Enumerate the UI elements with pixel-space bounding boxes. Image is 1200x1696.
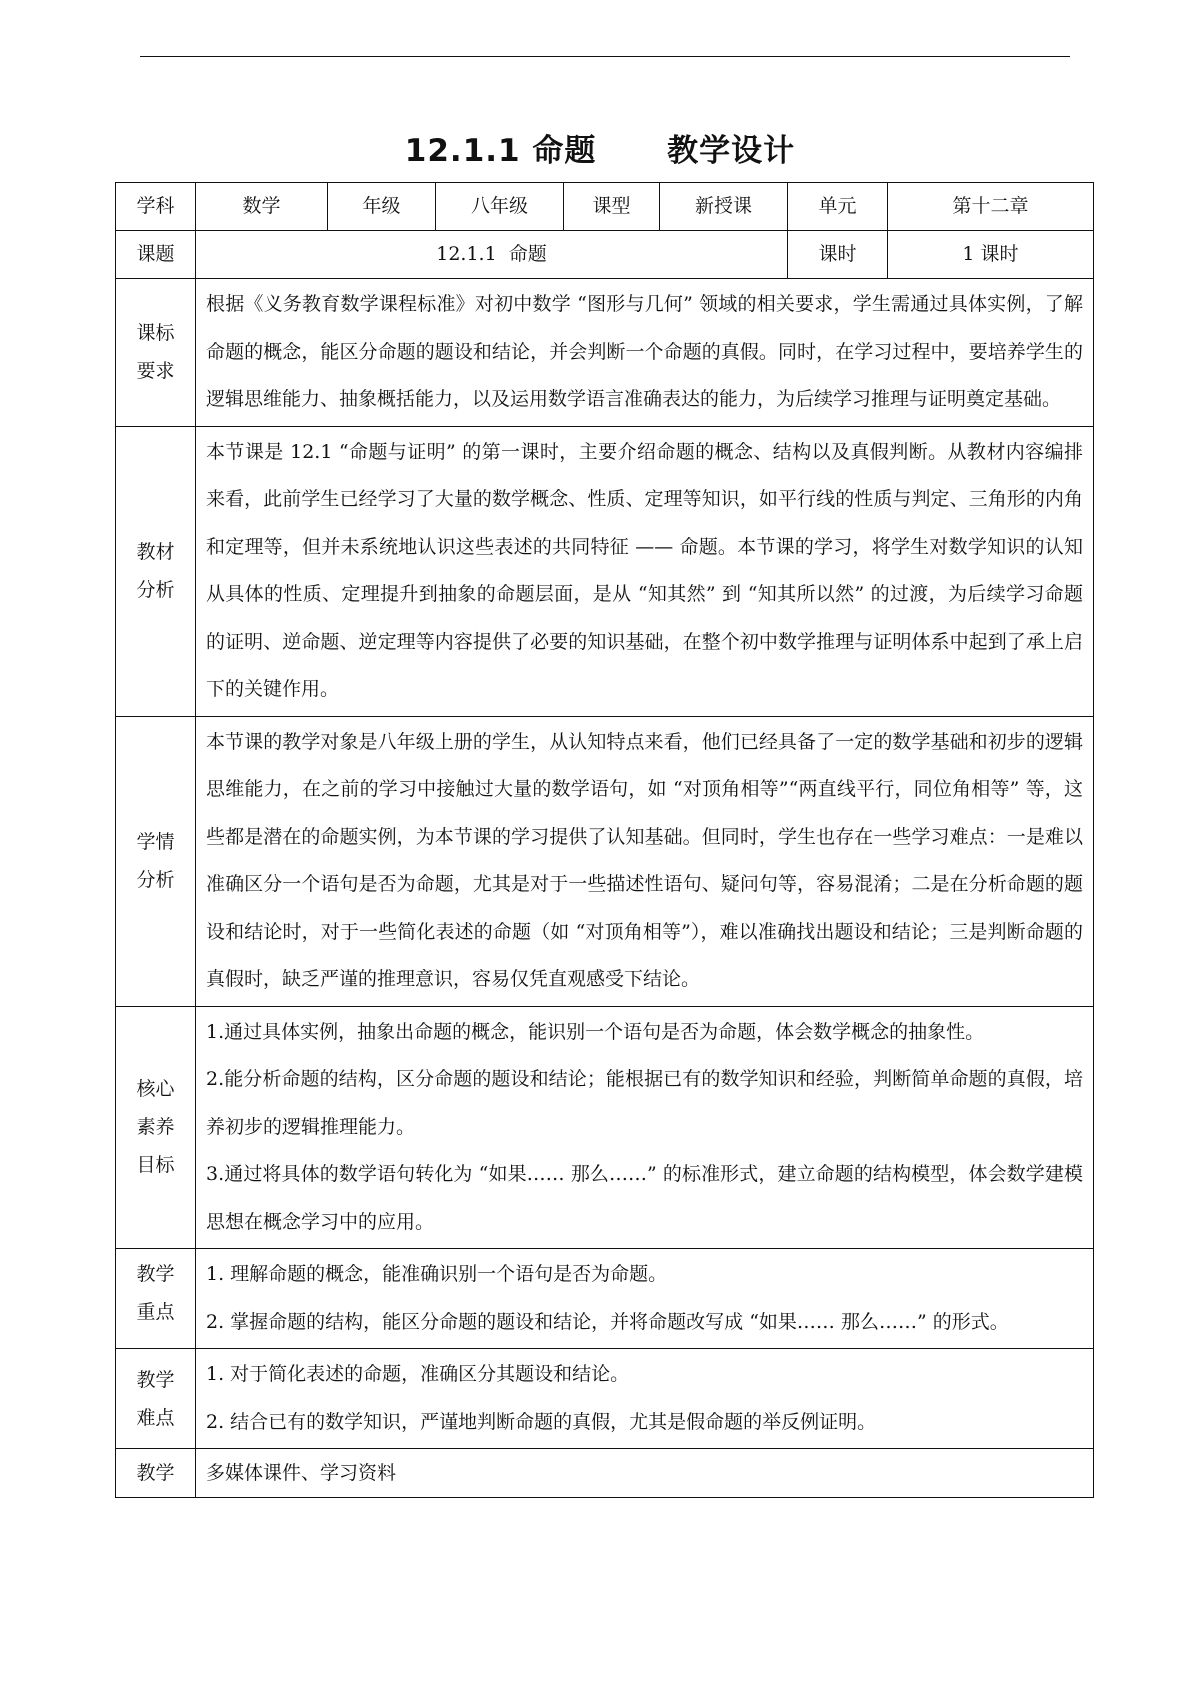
section-label	[116, 1349, 196, 1449]
section-content	[196, 279, 1094, 427]
topic-label: 课题	[116, 231, 196, 279]
label-line: 要求	[136, 360, 175, 383]
subject-label: 学科	[116, 183, 196, 231]
paragraph: 2. 结合已有的数学知识，严谨地判断命题的真假，尤其是假命题的举反例证明。	[206, 1410, 877, 1433]
section-row-textbook	[116, 426, 1094, 716]
section-label	[116, 426, 196, 716]
label-line: 重点	[136, 1301, 175, 1323]
section-content	[196, 1249, 1094, 1349]
info-row-2	[116, 231, 1094, 279]
paragraph: 2. 掌握命题的结构，能区分命题的题设和结论，并将命题改写成 “如果…… 那么……” 的形式。	[206, 1310, 1009, 1333]
label-line: 教材	[136, 541, 175, 563]
unit-label: 单元	[788, 183, 888, 231]
section-label	[116, 1449, 196, 1498]
section-label	[116, 1249, 196, 1349]
hours-label: 课时	[788, 231, 888, 279]
label-line: 分析	[136, 579, 175, 601]
paragraph: 多媒体课件、学习资料	[206, 1462, 397, 1484]
type-label: 课型	[564, 183, 660, 231]
label-line: 素养	[136, 1116, 175, 1139]
label-line: 学情	[136, 831, 175, 853]
grade-value: 八年级	[436, 183, 564, 231]
unit-value: 第十二章	[888, 183, 1094, 231]
section-label	[116, 279, 196, 427]
section-content	[196, 1349, 1094, 1449]
section-content	[196, 1449, 1094, 1498]
section-row-resources	[116, 1449, 1094, 1498]
paragraph: 本节课的教学对象是八年级上册的学生，从认知特点来看，他们已经具备了一定的数学基础和初步的逻辑思维能力，在之前的学习中接触过大量的数学语句，如 “对顶角相等”“两直线平行，同位角相等” 等，这些都是潜在的命题实例，为本节课的学习提供了认知基础。但同时，学生也存在一些学习难点：一是难以准确区分一个语句是否为命题，尤其是对于一些描述性语句、疑问句等，容易混淆；二是在分析命题的题设和结论时，对于一些简化表述的命题（如 “对顶角相等”），难以准确找出题设和结论；三是判断命题的真假时，缺乏严谨的推理意识，容易仅凭直观感受下结论。	[206, 730, 1083, 990]
section-row-standards	[116, 279, 1094, 427]
label-line: 目标	[136, 1154, 175, 1177]
topic-value: 12.1.1 命题	[196, 231, 788, 279]
info-row-1	[116, 183, 1094, 231]
type-value: 新授课	[660, 183, 788, 231]
subject-value: 数学	[196, 183, 328, 231]
paragraph: 根据《义务教育数学课程标准》对初中数学 “图形与几何” 领域的相关要求，学生需通过具体实例，了解命题的概念，能区分命题的题设和结论，并会判断一个命题的真假。同时，在学习过程中，要培养学生的逻辑思维能力、抽象概括能力，以及运用数学语言准确表达的能力，为后续学习推理与证明奠定基础。	[206, 293, 1083, 410]
section-content	[196, 426, 1094, 716]
hours-value: 1 课时	[888, 231, 1094, 279]
document-title: 12.1.1 命题 教学设计	[404, 133, 796, 169]
section-row-learners	[116, 716, 1094, 1006]
label-line: 核心	[136, 1078, 175, 1101]
paragraph: 1. 理解命题的概念，能准确识别一个语句是否为命题。	[206, 1263, 668, 1285]
label-line: 教学	[136, 1368, 175, 1391]
grade-label: 年级	[328, 183, 436, 231]
paragraph: 2.能分析命题的结构，区分命题的题设和结论；能根据已有的数学知识和经验，判断简单命题的真假，培养初步的逻辑推理能力。	[206, 1068, 1083, 1138]
label-line: 分析	[136, 869, 175, 891]
label-line: 教学	[136, 1263, 175, 1285]
section-content	[196, 1006, 1094, 1249]
section-label	[116, 1006, 196, 1249]
header-rule	[140, 56, 1070, 57]
section-label	[116, 716, 196, 1006]
paragraph: 1. 对于简化表述的命题，准确区分其题设和结论。	[206, 1363, 630, 1385]
paragraph: 本节课是 12.1 “命题与证明” 的第一课时，主要介绍命题的概念、结构以及真假判断。从教材内容编排来看，此前学生已经学习了大量的数学概念、性质、定理等知识，如平行线的性质与判定、三角形的内角和定理等，但并未系统地认识这些表述的共同特征 —— 命题。本节课的学习，将学生对数学知识的认知从具体的性质、定理提升到抽象的命题层面，是从 “知其然” 到 “知其所以然” 的过渡，为后续学习命题的证明、逆命题、逆定理等内容提供了必要的知识基础，在整个初中数学推理与证明体系中起到了承上启下的关键作用。	[206, 440, 1083, 700]
label-line: 教学	[136, 1462, 175, 1484]
section-row-difficulties	[116, 1349, 1094, 1449]
label-line: 难点	[136, 1406, 175, 1429]
paragraph: 3.通过将具体的数学语句转化为 “如果…… 那么……” 的标准形式，建立命题的结构模型，体会数学建模思想在概念学习中的应用。	[206, 1163, 1083, 1233]
section-content	[196, 716, 1094, 1006]
paragraph: 1.通过具体实例，抽象出命题的概念，能识别一个语句是否为命题，体会数学概念的抽象性。	[206, 1020, 985, 1043]
label-line: 课标	[136, 322, 175, 345]
lesson-plan-table	[115, 182, 1094, 1498]
section-row-key-points	[116, 1249, 1094, 1349]
section-row-objectives	[116, 1006, 1094, 1249]
